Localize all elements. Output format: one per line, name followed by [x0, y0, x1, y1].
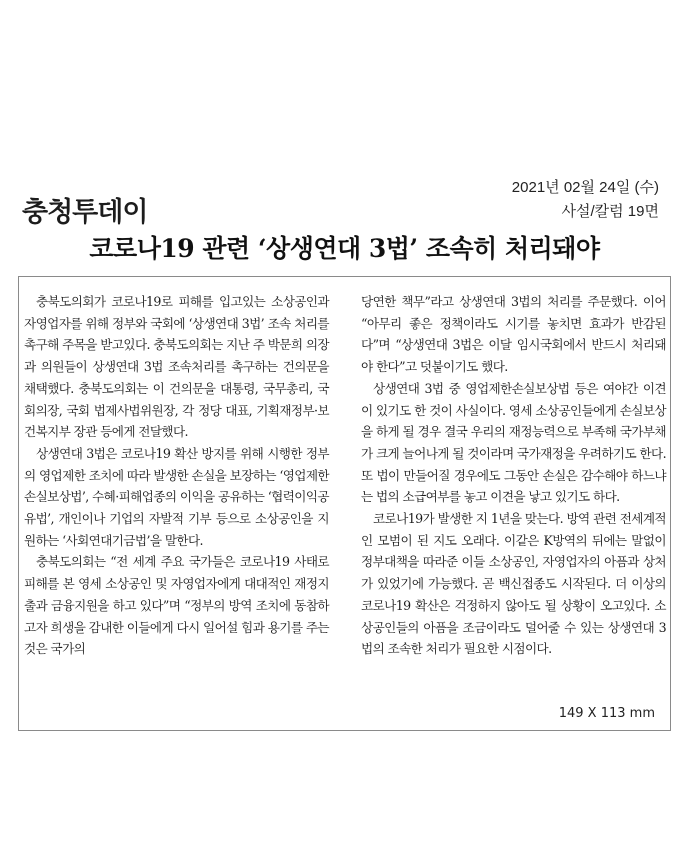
article-headline: 코로나19 관련 ‘상생연대 3법’ 조속히 처리돼야 — [89, 234, 600, 263]
publication-date: 2021년 02월 24일 (수) — [511, 179, 659, 196]
clipping-size: 149 X 113 mm — [558, 706, 655, 721]
paragraph: 당연한 책무”라고 상생연대 3법의 처리를 주문했다. 이어 “아무리 좋은 정책이라도 시기를 놓치면 효과가 반감된다”며 “상생연대 3법은 이달 임시국회에서 반드시 처리돼야 한다”고 덧붙이기도 했다. — [361, 294, 666, 375]
paragraph: 상생연대 3법은 코로나19 확산 방지를 위해 시행한 정부의 영업제한 조치에 따라 발생한 손실을 보장하는 ‘영업제한손실보상법’, 수혜·피해업종의 이익을 공유하는 ‘협력이익공유법’, 개인이나 기업의 자발적 기부 등으로 소상공인을 지원하는 ‘사회연대기금법’을 말한다. — [24, 445, 329, 548]
section-page-label: 사설/칼럼 19면 — [561, 203, 659, 220]
paragraph: 코로나19가 발생한 지 1년을 맞는다. 방역 관련 전세계적인 모범이 된 지도 오래다. 이같은 K방역의 뒤에는 말없이 정부대책을 따라준 이들 소상공인, 자영업자의 아픔과 상처가 있었기에 가능했다. 곧 백신접종도 시작된다. 더 이상의 코로나19 확산은 걱정하지 않아도 될 상황이 오고있다. 소상공인들의 아픔을 조금이라도 덜어줄 수 있는 상생연대 3법의 조속한 처리가 필요한 시점이다. — [361, 511, 666, 657]
article-column-left — [24, 291, 329, 660]
article-column-right — [361, 291, 666, 660]
newspaper-masthead: 충청투데이 — [22, 197, 148, 228]
paragraph: 충북도의회는 “전 세계 주요 국가들은 코로나19 사태로 피해를 본 영세 소상공인 및 자영업자에게 대대적인 재정지출과 금융지원을 하고 있다”며 “정부의 방역 조치에 동참하고자 희생을 감내한 이들에게 다시 일어설 힘과 용기를 주는 것은 국가의 — [24, 554, 329, 657]
paragraph: 상생연대 3법 중 영업제한손실보상법 등은 여야간 이견이 있기도 한 것이 사실이다. 영세 소상공인들에게 손실보상을 하게 될 경우 결국 우리의 재정능력으로 부족해 국가부채가 크게 늘어나게 될 것이라며 국가재정을 우려하기도 한다. 또 법이 만들어질 경우에도 그동안 손실은 감수해야 하느냐는 법의 소급여부를 놓고 이견을 낳고 있기도 하다. — [361, 380, 666, 505]
paragraph: 충북도의회가 코로나19로 피해를 입고있는 소상공인과 자영업자를 위해 정부와 국회에 ‘상생연대 3법’ 조속 처리를 촉구해 주목을 받고있다. 충북도의회는 지난 주 박문희 의장과 의원들이 상생연대 3법 조속처리를 촉구하는 건의문을 채택했다. 충북도의회는 이 건의문을 대통령, 국무총리, 국회의장, 국회 법제사법위원장, 각 정당 대표, 기획재정부·보건복지부 장관 등에게 전달했다. — [24, 294, 329, 440]
